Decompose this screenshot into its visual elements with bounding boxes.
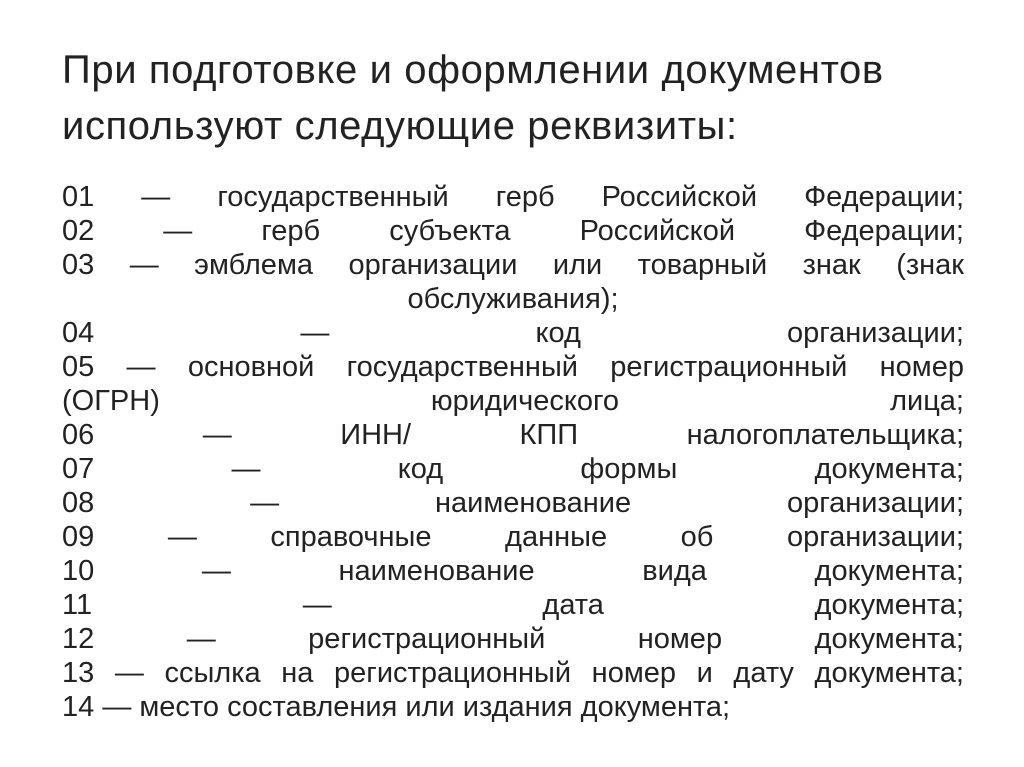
list-item-10: 10 — наименование вида документа; — [62, 555, 964, 587]
list-item-04: 04 — код организации; — [62, 317, 964, 349]
requisites-list — [62, 180, 964, 724]
list-item-09: 09 — справочные данные об организации; — [62, 521, 964, 553]
title-line-2: используют следующие реквизиты: — [62, 104, 738, 148]
list-item-12: 12 — регистрационный номер документа; — [62, 623, 964, 655]
list-item-08: 08 — наименование организации; — [62, 487, 964, 519]
list-item-06: 06 — ИНН/ КПП налогоплательщика; — [62, 419, 964, 451]
list-item-03-continued: обслуживания); — [407, 283, 619, 315]
list-item-13: 13 — ссылка на регистрационный номер и дату документа; — [62, 657, 964, 689]
slide-title — [62, 42, 972, 154]
list-item-14: 14 — место составления или издания документа; — [62, 691, 731, 723]
list-item-02: 02 — герб субъекта Российской Федерации; — [62, 215, 964, 247]
list-item-05: 05 — основной государственный регистрационный номер — [62, 351, 964, 383]
list-item-01: 01 — государственный герб Российской Федерации; — [62, 181, 964, 213]
list-item-03: 03 — эмблема организации или товарный знак (знак — [62, 249, 964, 281]
title-line-1: При подготовке и оформлении документов — [62, 48, 884, 92]
list-item-11: 11 — дата документа; — [62, 589, 964, 621]
list-item-07: 07 — код формы документа; — [62, 453, 964, 485]
list-item-05-continued: (ОГРН) юридического лица; — [62, 385, 964, 417]
